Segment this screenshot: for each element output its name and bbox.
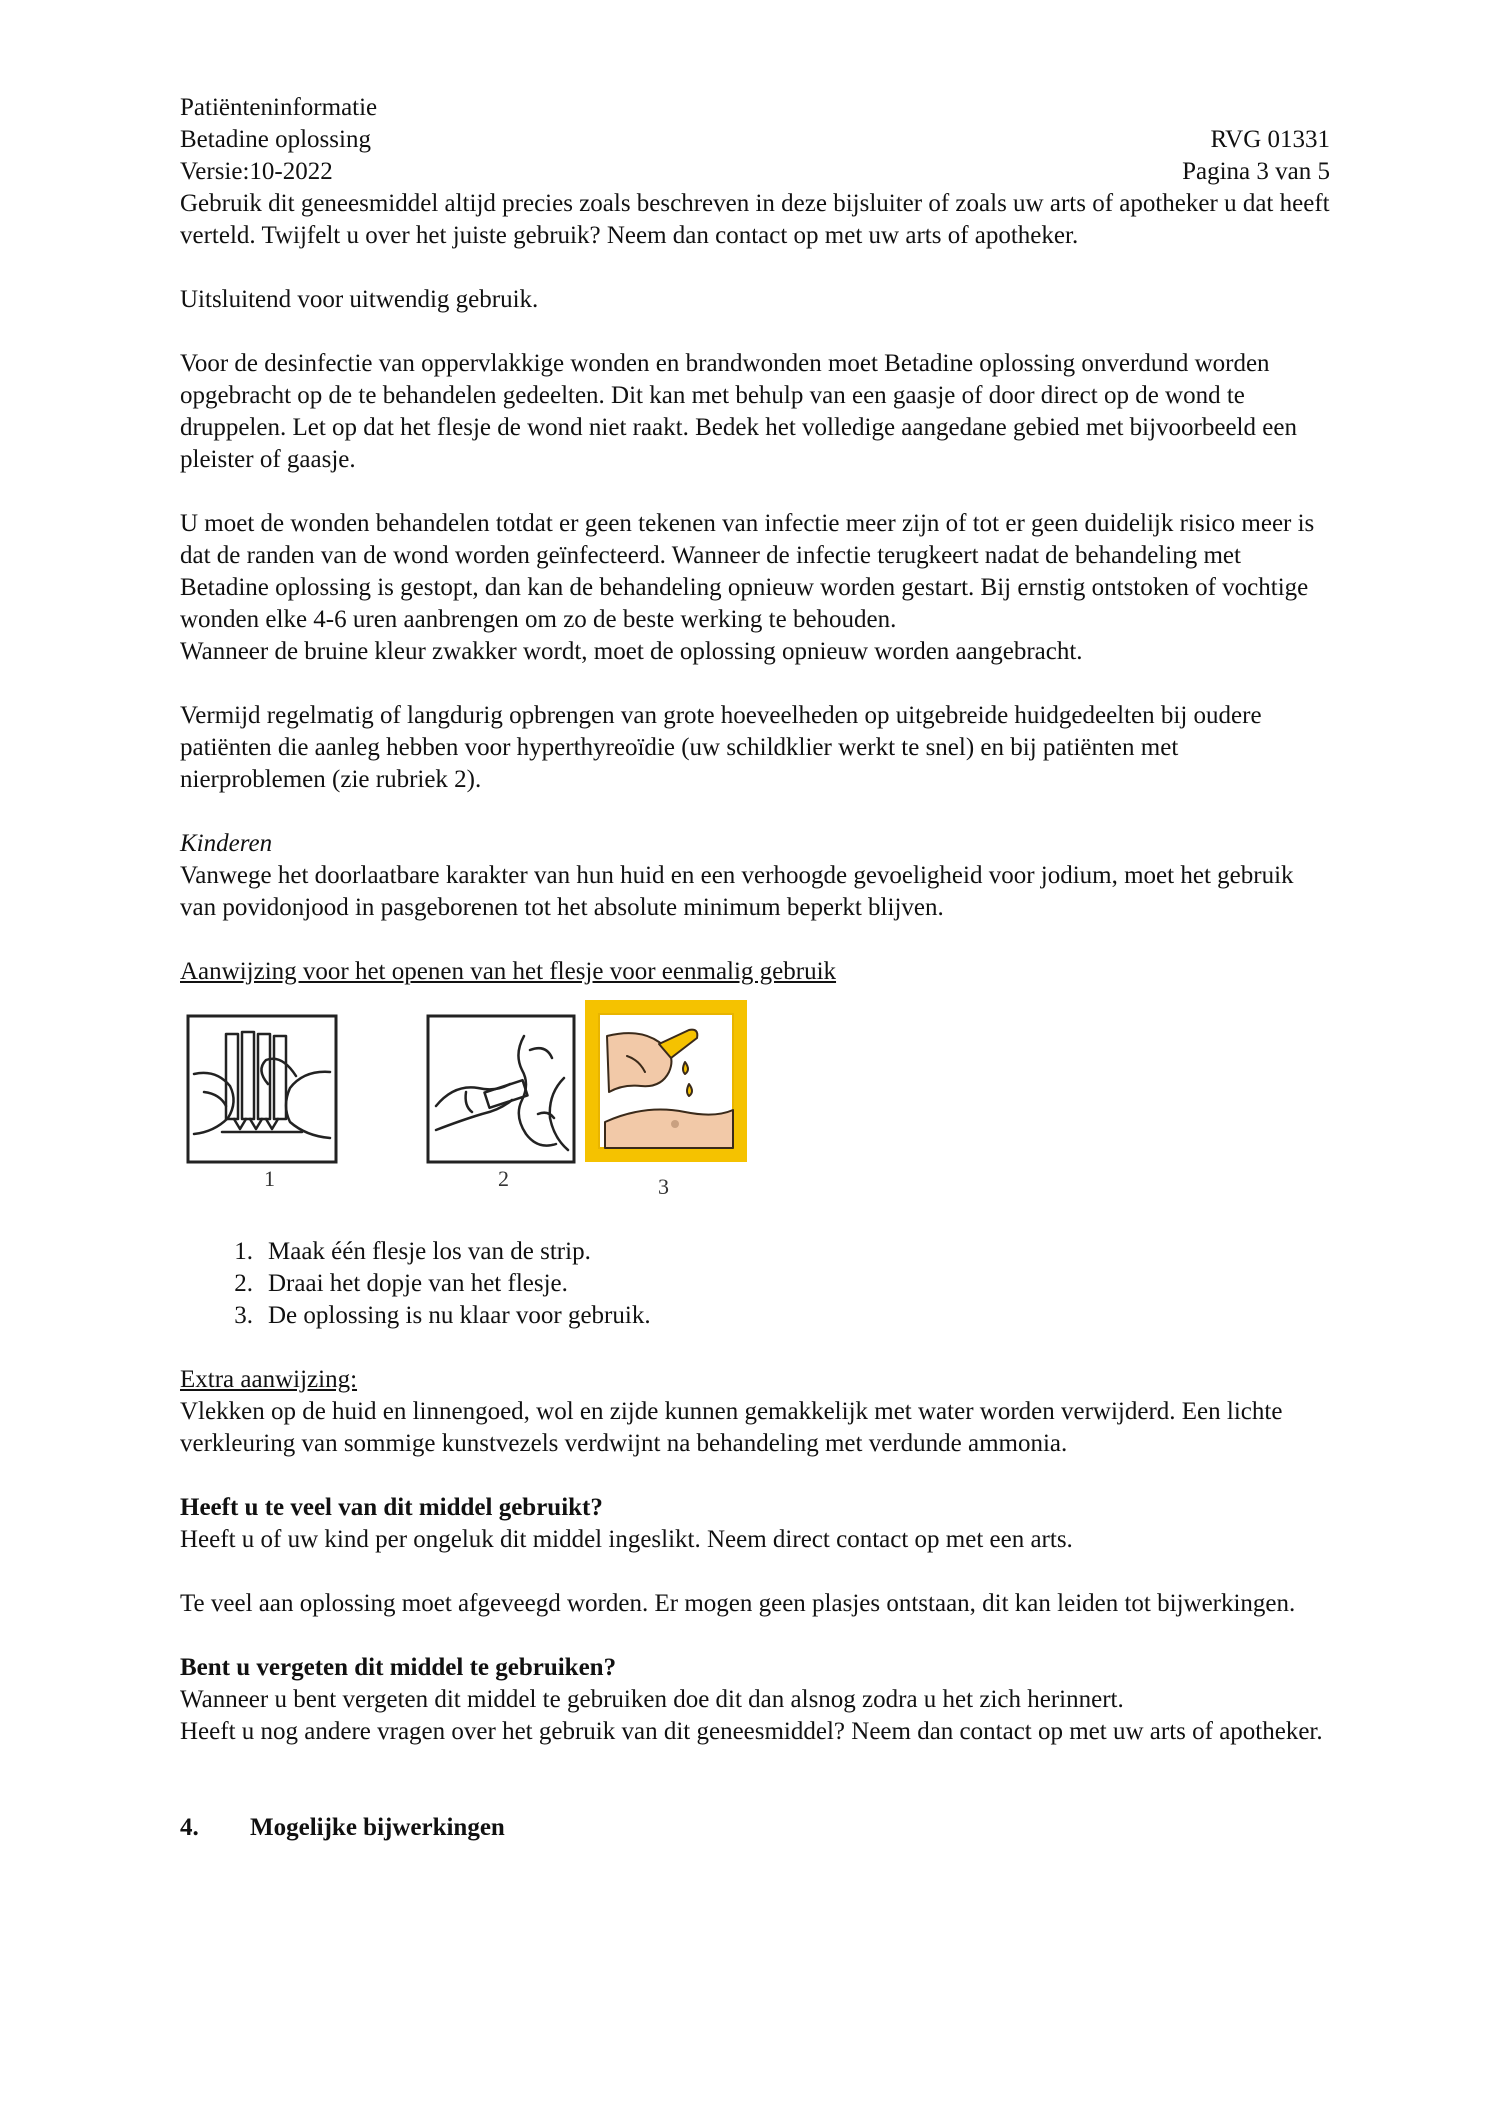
opening-figures [180, 1000, 1330, 1218]
paragraph-children: Vanwege het doorlaatbare karakter van hun huid en een verhoogde gevoeligheid voor jodium, moet het gebruik van povidonjood in pasgeborenen tot het absolute minimum beperkt blijven. [180, 862, 1294, 921]
step-text: De oplossing is nu klaar voor gebruik. [268, 1302, 651, 1329]
paragraph-extra: Vlekken op de huid en linnengoed, wol en zijde kunnen gemakkelijk met water worden verwijderd. Een lichte verkleuring van sommige kunstvezels verdwijnt na behandeling met verdunde ammonia. [180, 1398, 1283, 1457]
header-title: Patiënteninformatie [180, 94, 378, 121]
paragraph-intro: Gebruik dit geneesmiddel altijd precies zoals beschreven in deze bijsluiter of zoals uw arts of apotheker u dat heeft verteld. Twijfelt u over het juiste gebruik? Neem dan contact op met uw arts of apotheker. [180, 190, 1330, 249]
paragraph-disinfection: Voor de desinfectie van oppervlakkige wonden en brandwonden moet Betadine oplossing onverdund worden opgebracht op de te behandelen gedeelten. Dit kan met behulp van een gaasje of door direct op de wond te druppelen. Let op dat het flesje de wond niet raakt. Bedek het volledige aangedane gebied met bijvoorbeeld een pleister of gaasje. [180, 350, 1297, 473]
document-content [180, 92, 1330, 1844]
list-item [180, 1300, 1330, 1332]
paragraph-forgot-1: Wanneer u bent vergeten dit middel te gebruiken doe dit dan alsnog zodra u het zich herinnert. [180, 1686, 1124, 1713]
figure-caption-3: 3 [658, 1174, 669, 1199]
heading-too-much: Heeft u te veel van dit middel gebruikt? [180, 1494, 603, 1521]
section-number: 4. [180, 1814, 199, 1841]
header-row-3 [180, 156, 1330, 188]
figure-apply-drops [585, 1000, 747, 1162]
paragraph-too-much-2: Te veel aan oplossing moet afgeveegd worden. Er mogen geen plasjes ontstaan, dit kan leiden tot bijwerkingen. [180, 1590, 1296, 1617]
header-page-number: Pagina 3 van 5 [1182, 158, 1330, 185]
section-heading-4 [180, 1812, 1330, 1844]
list-item [180, 1236, 1330, 1268]
header-product: Betadine oplossing [180, 126, 371, 153]
paragraph-forgot-2: Heeft u nog andere vragen over het gebruik van dit geneesmiddel? Neem dan contact op met uw arts of apotheker. [180, 1718, 1323, 1745]
section-title: Mogelijke bijwerkingen [250, 1814, 505, 1841]
paragraph-external-use: Uitsluitend voor uitwendig gebruik. [180, 286, 539, 313]
header-rvg: RVG 01331 [1210, 126, 1330, 153]
heading-opening-instructions: Aanwijzing voor het openen van het flesje voor eenmalig gebruik [180, 958, 837, 985]
figure-caption-2: 2 [498, 1166, 509, 1191]
header-row-1 [180, 92, 1330, 124]
step-number: 1. [234, 1238, 253, 1265]
step-text: Draai het dopje van het flesje. [268, 1270, 568, 1297]
paragraph-treatment: U moet de wonden behandelen totdat er geen tekenen van infectie meer zijn of tot er geen duidelijk risico meer is dat de randen van de wond worden geïnfecteerd. Wanneer de infectie terugkeert nadat de behandeling met Betadine oplossing is gestopt, dan kan de behandeling opnieuw worden gestart. Bij ernstig ontstoken of vochtige wonden elke 4-6 uren aanbrengen om zo de beste werking te behouden. [180, 510, 1315, 633]
header-row-2 [180, 124, 1330, 156]
paragraph-color: Wanneer de bruine kleur zwakker wordt, moet de oplossing opnieuw worden aangebracht. [180, 638, 1083, 665]
paragraph-avoid: Vermijd regelmatig of langdurig opbrengen van grote hoeveelheden op uitgebreide huidgedeelten bij oudere patiënten die aanleg hebben voor hyperthyreoïdie (uw schildklier werkt te snel) en bij patiënten met nierproblemen (zie rubriek 2). [180, 702, 1262, 793]
heading-forgot: Bent u vergeten dit middel te gebruiken? [180, 1654, 617, 1681]
figure-strip-vials [186, 1014, 338, 1164]
heading-children: Kinderen [180, 830, 273, 857]
step-number: 3. [234, 1302, 253, 1329]
opening-steps-list [180, 1236, 1330, 1332]
figure-twist-cap [426, 1014, 576, 1164]
step-text: Maak één flesje los van de strip. [268, 1238, 591, 1265]
paragraph-too-much-1: Heeft u of uw kind per ongeluk dit middel ingeslikt. Neem direct contact op met een arts. [180, 1526, 1073, 1553]
header-version: Versie:10-2022 [180, 158, 333, 185]
step-number: 2. [234, 1270, 253, 1297]
list-item [180, 1268, 1330, 1300]
figure-caption-1: 1 [264, 1166, 275, 1191]
heading-extra-instructions: Extra aanwijzing: [180, 1366, 358, 1393]
